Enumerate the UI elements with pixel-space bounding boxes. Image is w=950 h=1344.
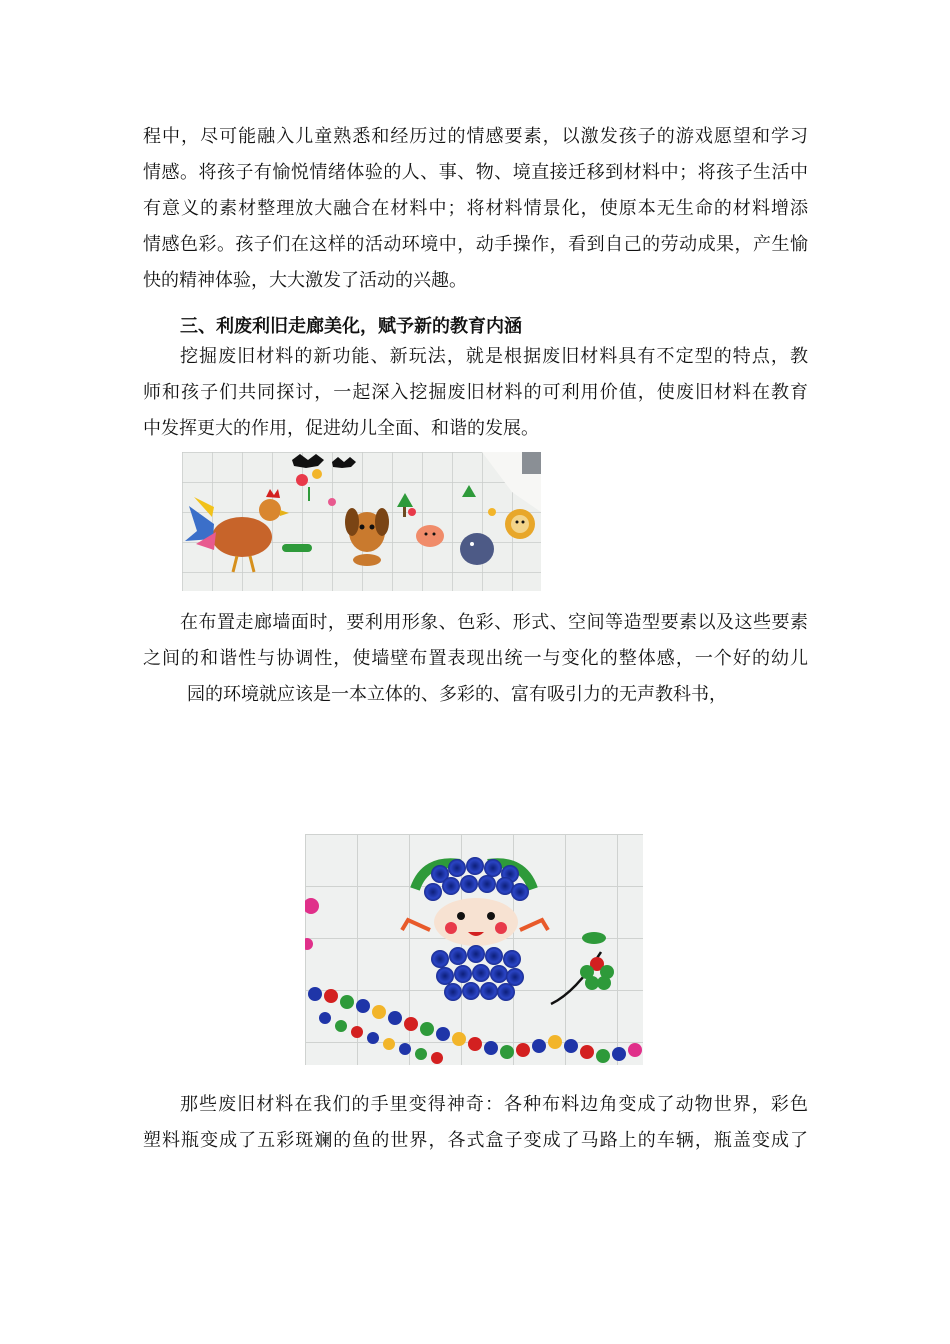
corridor-wall-illustration <box>182 452 541 591</box>
lion-icon <box>505 509 535 539</box>
paragraph-3-line: 在布置走廊墙面时，要利用形象、色彩、形式、空间等造型要素以及这些要素 <box>180 612 808 633</box>
paragraph-1-line: 有意义的素材整理放大融合在材料中；将材料情景化，使原本无生命的材料增添 <box>143 198 808 219</box>
bottle-cap-illustration <box>305 834 643 1065</box>
paragraph-2-line: 中发挥更大的作用，促进幼儿全面、和谐的发展。 <box>143 418 539 439</box>
paragraph-1-line: 情感色彩。孩子们在这样的活动环境中，动手操作，看到自己的劳动成果，产生愉 <box>143 234 808 255</box>
paragraph-2 <box>143 339 808 447</box>
paragraph-3-line: 之间的和谐性与协调性，使墙壁布置表现出统一与变化的整体感，一个好的幼儿 <box>143 648 808 669</box>
paragraph-4 <box>143 1087 808 1159</box>
paragraph-1-line: 快的精神体验，大大激发了活动的兴趣。 <box>143 270 467 291</box>
paragraph-3-line: 园的环境就应该是一本立体的、多彩的、富有吸引力的无声教科书， <box>187 684 727 705</box>
corridor-wall-photo <box>182 452 541 591</box>
paragraph-2-line: 师和孩子们共同探讨，一起深入挖掘废旧材料的可利用价值，使废旧材料在教育 <box>143 382 808 403</box>
paragraph-4-line: 塑料瓶变成了五彩斑斓的鱼的世界，各式盒子变成了马路上的车辆，瓶盖变成了 <box>143 1130 808 1151</box>
paragraph-2-line: 挖掘废旧材料的新功能、新玩法，就是根据废旧材料具有不定型的特点，教 <box>180 346 808 367</box>
bottle-cap-wall-photo <box>305 834 643 1065</box>
paragraph-1-line: 程中，尽可能融入儿童熟悉和经历过的情感要素，以激发孩子的游戏愿望和学习 <box>143 126 808 147</box>
paragraph-1 <box>143 119 808 299</box>
paragraph-3 <box>143 605 808 713</box>
section-heading: 三、利废利旧走廊美化，赋予新的教育内涵 <box>180 316 522 337</box>
paragraph-1-line: 情感。将孩子有愉悦情绪体验的人、事、物、境直接迁移到材料中；将孩子生活中 <box>143 162 808 183</box>
paragraph-4-line: 那些废旧材料在我们的手里变得神奇：各种布料边角变成了动物世界，彩色 <box>180 1094 808 1115</box>
